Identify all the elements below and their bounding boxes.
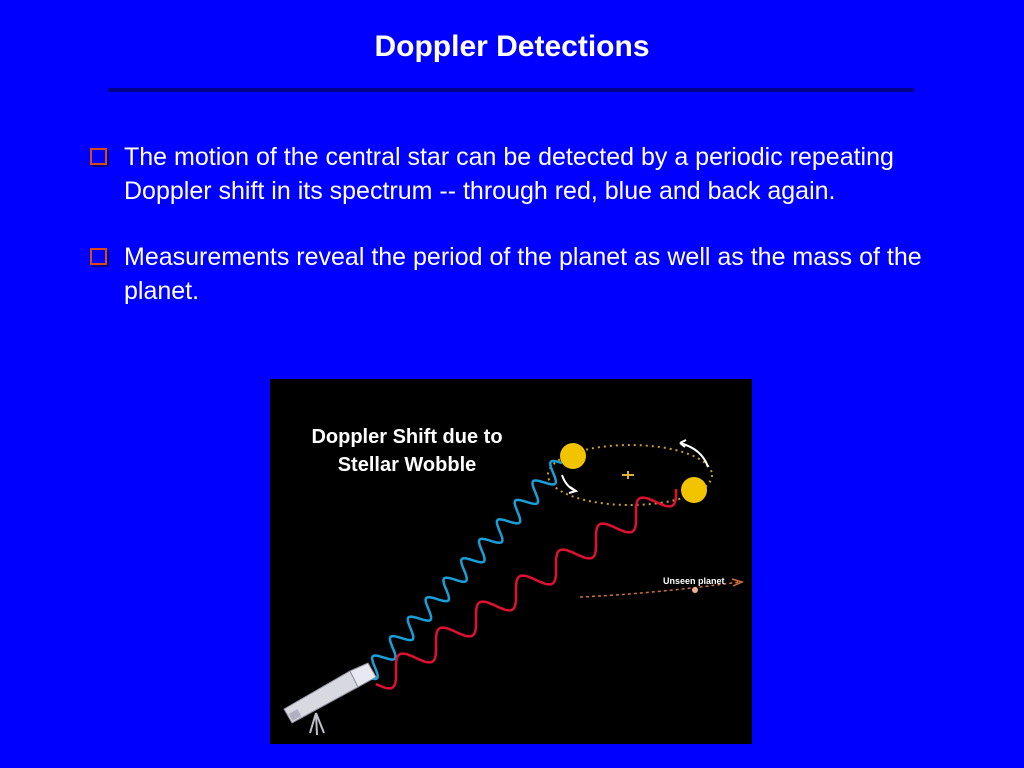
bullet-item	[88, 240, 968, 308]
caption-line: Stellar Wobble	[337, 454, 477, 476]
telescope-icon	[284, 663, 376, 735]
unseen-planet-label: Unseen planet	[663, 576, 725, 586]
bullet-box-icon	[90, 248, 107, 265]
red-shift-wave	[376, 489, 676, 688]
slide-title: Doppler Detections	[374, 30, 650, 63]
planet-icon	[692, 587, 698, 593]
bullet-list	[88, 140, 968, 340]
bullet-text: The motion of the central star can be detected by a periodic repeating Doppler shift in its spectrum -- through red, blue and back again.	[124, 143, 894, 205]
caption-line: Doppler Shift due to	[311, 426, 503, 448]
bullet-box-icon	[90, 148, 107, 165]
center-of-mass-icon	[622, 471, 634, 479]
title-divider	[108, 88, 914, 92]
doppler-figure	[270, 379, 752, 744]
bullet-item	[88, 140, 968, 208]
bullet-text: Measurements reveal the period of the planet as well as the mass of the planet.	[124, 243, 922, 305]
star-icon	[681, 477, 707, 503]
star-icon	[560, 443, 586, 469]
figure-caption	[276, 423, 538, 479]
blue-shift-wave	[366, 461, 562, 679]
